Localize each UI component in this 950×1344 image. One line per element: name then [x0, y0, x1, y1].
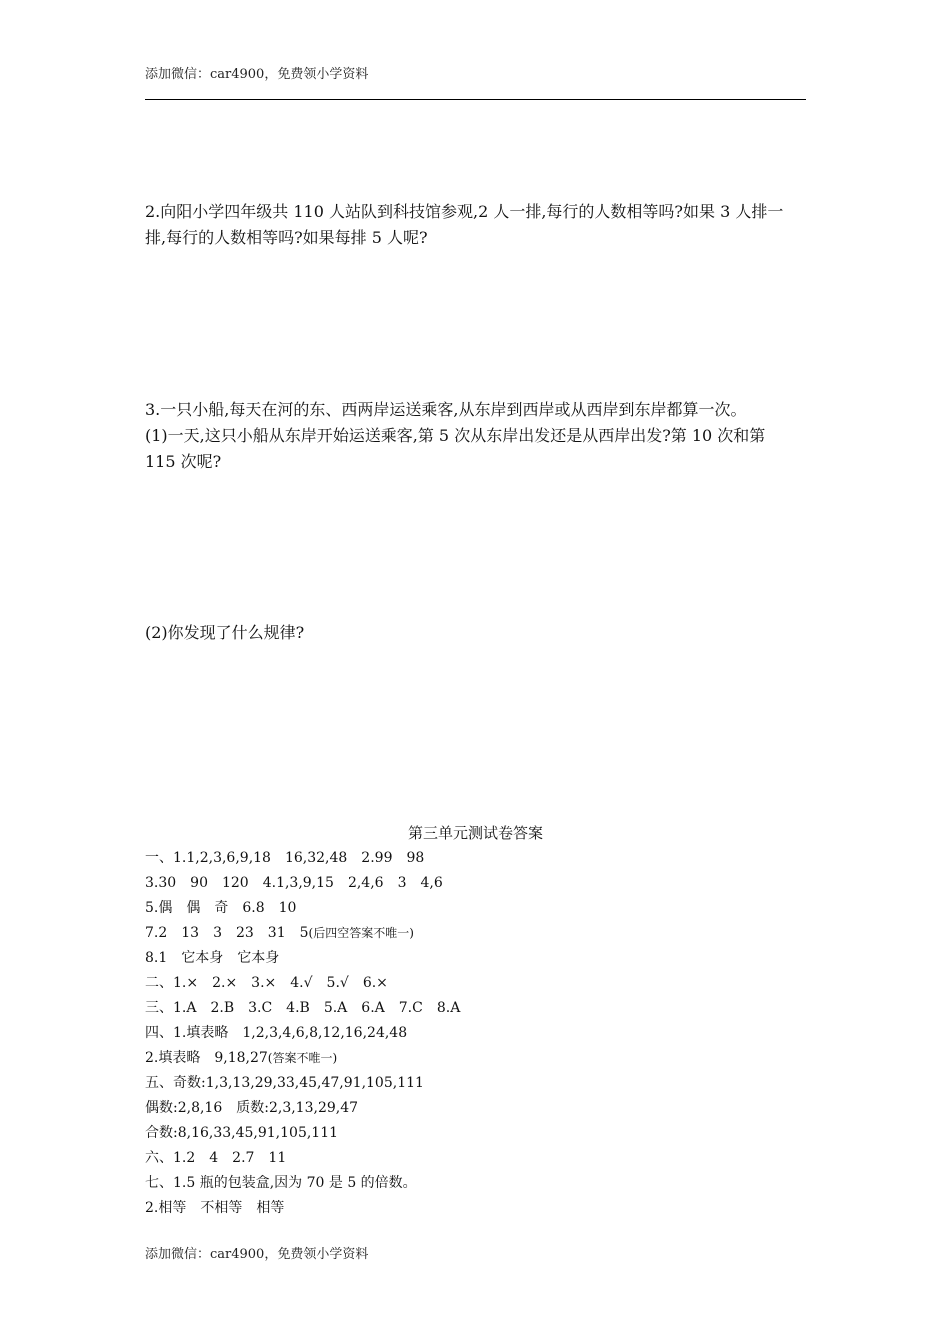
question-2-line-2: 排,每行的人数相等吗?如果每排 5 人呢?	[145, 228, 428, 247]
answer-line: 3.30 90 120 4.1,3,9,15 2,4,6 3 4,6	[145, 875, 443, 891]
question-3-line-2: (1)一天,这只小船从东岸开始运送乘客,第 5 次从东岸出发还是从西岸出发?第 10 次和第	[145, 426, 766, 445]
answers-title: 第三单元测试卷答案	[407, 824, 543, 842]
answer-line: 七、1.5 瓶的包装盒,因为 70 是 5 的倍数。	[145, 1175, 417, 1191]
question-2-line-1: 2.向阳小学四年级共 110 人站队到科技馆参观,2 人一排,每行的人数相等吗?如果 3 人排一	[145, 202, 784, 221]
answer-line: 2.相等 不相等 相等	[145, 1200, 285, 1216]
page-footer: 添加微信：car4900，免费领小学资料	[145, 1247, 369, 1262]
answer-note: (后四空答案不唯一)	[308, 926, 414, 940]
answer-line	[145, 921, 806, 946]
answer-line: 三、1.A 2.B 3.C 4.B 5.A 6.A 7.C 8.A	[145, 1000, 461, 1016]
answer-line	[145, 1046, 806, 1071]
answer-line: 四、1.填表略 1,2,3,4,6,8,12,16,24,48	[145, 1025, 408, 1041]
answer-line: 二、1.× 2.× 3.× 4.√ 5.√ 6.×	[145, 975, 388, 991]
question-2	[145, 199, 810, 251]
answer-line: 五、奇数:1,3,13,29,33,45,47,91,105,111	[145, 1075, 424, 1091]
page-header: 添加微信：car4900，免费领小学资料	[145, 67, 369, 82]
question-3-line-3: 115 次呢?	[145, 452, 222, 471]
question-3-part-2: (2)你发现了什么规律?	[145, 623, 305, 642]
answer-line: 8.1 它本身 它本身	[145, 950, 280, 966]
answer-line-text: 7.2 13 3 23 31 5	[145, 925, 309, 941]
answer-line: 六、1.2 4 2.7 11	[145, 1150, 287, 1166]
question-3-line-1: 3.一只小船,每天在河的东、西两岸运送乘客,从东岸到西岸或从西岸到东岸都算一次。	[145, 400, 747, 419]
header-divider	[145, 99, 806, 100]
answer-line-text: 2.填表略 9,18,27	[145, 1050, 268, 1066]
answer-note: (答案不唯一)	[267, 1051, 338, 1065]
question-3	[145, 397, 810, 475]
answer-line: 一、1.1,2,3,6,9,18 16,32,48 2.99 98	[145, 850, 425, 866]
answer-line: 5.偶 偶 奇 6.8 10	[145, 900, 297, 916]
answer-line: 偶数:2,8,16 质数:2,3,13,29,47	[145, 1100, 359, 1116]
answer-line: 合数:8,16,33,45,91,105,111	[145, 1125, 339, 1141]
answers-list	[145, 846, 806, 1221]
